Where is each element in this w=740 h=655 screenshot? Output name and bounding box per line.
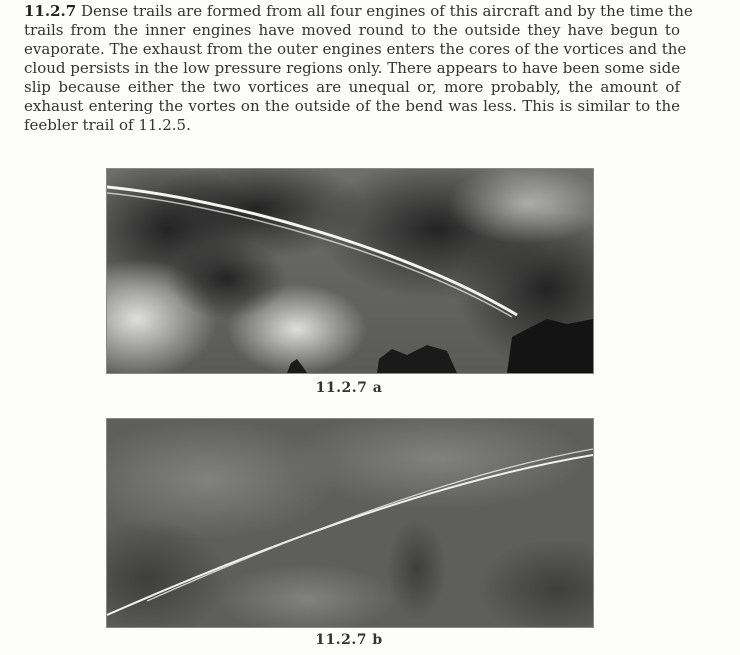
paragraph-line: 11.2.7 Dense trails are formed from all four engines of this aircraft and by the time the xyxy=(24,2,693,20)
paragraph-line: cloud persists in the low pressure regions only. There appears to have been some side xyxy=(24,59,681,77)
paragraph-line: slip because either the two vortices are unequal or, more probably, the amount of xyxy=(24,78,680,96)
figure-caption-b: 11.2.7 b xyxy=(315,632,383,648)
photo-contrail-a xyxy=(106,168,594,374)
paragraph-line: trails from the inner engines have moved round to the outside they have begun to xyxy=(24,21,680,39)
photo-contrail-a-image xyxy=(107,169,593,373)
photo-contrail-b-image xyxy=(107,419,593,627)
paragraph-line: evaporate. The exhaust from the outer engines enters the cores of the vortices and the xyxy=(24,40,687,58)
paragraph-line: exhaust entering the vortes on the outside of the bend was less. This is similar to the xyxy=(24,97,680,115)
photo-contrail-b xyxy=(106,418,594,628)
figure-description-paragraph xyxy=(24,2,693,135)
figure-number: 11.2.7 xyxy=(24,2,77,20)
figure-caption-a: 11.2.7 a xyxy=(315,380,383,396)
paragraph-line: feebler trail of 11.2.5. xyxy=(24,116,191,134)
